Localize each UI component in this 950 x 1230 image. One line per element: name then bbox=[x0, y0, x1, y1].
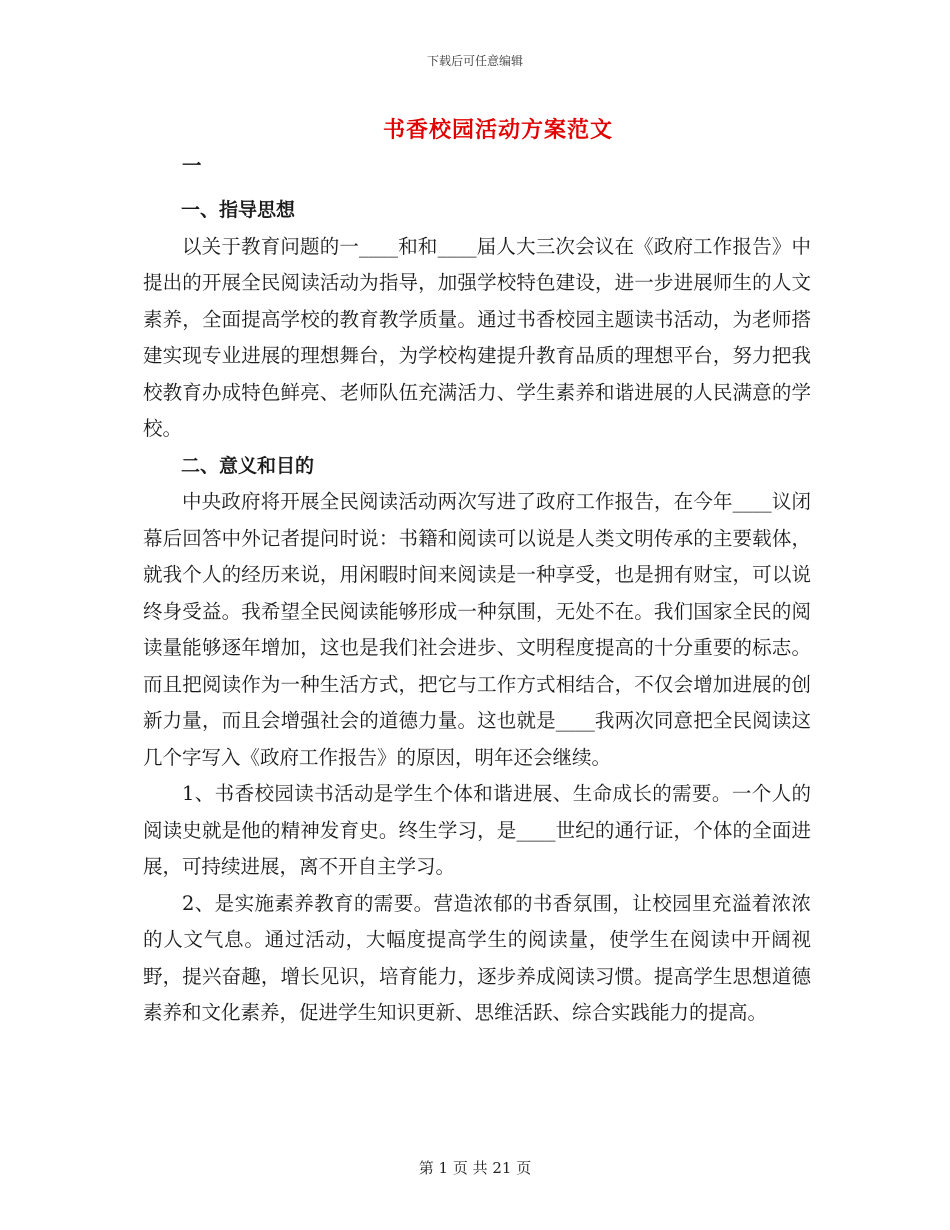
document-body bbox=[143, 148, 811, 1032]
page-footer: 第 1 页 共 21 页 bbox=[418, 1159, 532, 1177]
paragraph-meaning-purpose: 中央政府将开展全民阅读活动两次写进了政府工作报告，在今年____议闭幕后回答中外记者提问时说：书籍和阅读可以说是人类文明传承的主要载体，就我个人的经历来说，用闲暇时间来阅读是一种享受，也是拥有财宝，可以说终身受益。我希望全民阅读能够形成一种氛围，无处不在。我们国家全民的阅读量能够逐年增加，这也是我们社会进步、文明程度提高的十分重要的标志。而且把阅读作为一种生活方式，把它与工作方式相结合，不仅会增加进展的创新力量，而且会增强社会的道德力量。这也就是____我两次同意把全民阅读这几个字写入《政府工作报告》的原因，明年还会继续。 bbox=[143, 490, 811, 769]
paragraph-guiding-thought: 以关于教育问题的一____和和____届人大三次会议在《政府工作报告》中提出的开展全民阅读活动为指导，加强学校特色建设，进一步进展师生的人文素养，全面提高学校的教育教学质量。通过书香校园主题读书活动，为老师搭建实现专业进展的理想舞台，为学校构建提升教育品质的理想平台，努力把我校教育办成特色鲜亮、老师队伍充满活力、学生素养和谐进展的人民满意的学校。 bbox=[143, 234, 811, 440]
section-marker: 一 bbox=[182, 154, 202, 177]
paragraph-point-2: 2、是实施素养教育的需要。营造浓郁的书香氛围，让校园里充溢着浓浓的人文气息。通过活动，大幅度提高学生的阅读量，使学生在阅读中开阔视野，提兴奋趣，增长见识，培育能力，逐步养成阅读习惯。提高学生思想道德素养和文化素养，促进学生知识更新、思维活跃、综合实践能力的提高。 bbox=[143, 891, 811, 1024]
page-header: 下载后可任意编辑 bbox=[426, 54, 523, 68]
section-heading-meaning-purpose: 二、意义和目的 bbox=[181, 454, 315, 477]
paragraph-point-1: 1、书香校园读书活动是学生个体和谐进展、生命成长的需要。一个人的阅读史就是他的精神发育史。终生学习，是____世纪的通行证，个体的全面进展，可持续进展，离不开自主学习。 bbox=[143, 782, 811, 878]
document-title: 书香校园活动方案范文 bbox=[382, 117, 613, 143]
section-heading-guiding-thought: 一、指导思想 bbox=[181, 199, 296, 221]
